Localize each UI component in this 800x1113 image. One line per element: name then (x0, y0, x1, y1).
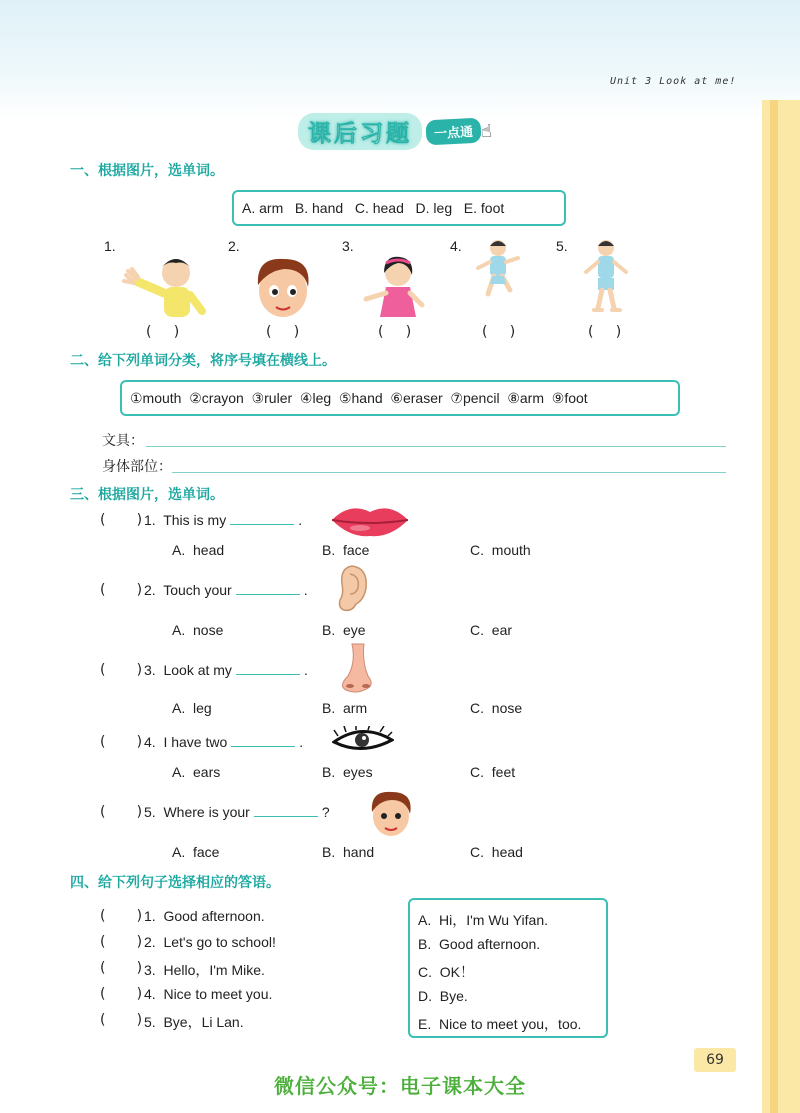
answer-paren[interactable]: ( ) (100, 512, 143, 528)
answer-option: B. Good afternoon. (418, 936, 541, 952)
option-b: B. hand (322, 844, 375, 860)
option-a: A. nose (172, 622, 224, 638)
girl-arm-image (360, 255, 430, 329)
question-stem (144, 734, 303, 750)
option-b: B. arm (322, 700, 368, 716)
page-edge-stripe (762, 100, 800, 1113)
option-c: C. ear (470, 622, 513, 638)
option-b: B. eye (322, 622, 366, 638)
question-stem (144, 662, 308, 678)
dialog-question: 2. Let's go to school! (144, 934, 276, 950)
item-number: 2. (228, 238, 240, 254)
stem-text: 1. This is my (144, 512, 227, 528)
answer-blank[interactable] (254, 804, 318, 817)
stem-text: 2. Touch your (144, 582, 232, 598)
boy-leg-image (468, 238, 528, 308)
answer-paren[interactable]: ( ) (266, 324, 300, 340)
answer-paren[interactable]: ( ) (100, 934, 143, 950)
pointing-hand-icon: ☝ (481, 120, 492, 142)
top-background (0, 0, 800, 120)
answer-blank[interactable] (236, 662, 300, 675)
stem-end: . (303, 662, 308, 678)
stem-end: . (303, 582, 308, 598)
option-a: A. head (172, 542, 225, 558)
body-parts-answer-line[interactable] (172, 472, 726, 473)
answer-paren[interactable]: ( ) (100, 986, 143, 1002)
option-a: A. ears (172, 764, 221, 780)
option-a: A. face (172, 844, 220, 860)
section2-heading: 二、给下列单词分类，将序号填在横线上。 (70, 353, 336, 369)
question-stem (144, 512, 302, 528)
answer-options-box (408, 898, 608, 1038)
section1-word-bank (232, 190, 566, 226)
answer-option: A. Hi，I'm Wu Yifan. (418, 912, 549, 928)
option-a: A. leg (172, 700, 212, 716)
dialog-question: 4. Nice to meet you. (144, 986, 273, 1002)
stem-end: ? (321, 804, 330, 820)
option-c: C. mouth (470, 542, 531, 558)
answer-paren[interactable]: ( ) (100, 960, 143, 976)
section1-heading: 一、根据图片，选单词。 (70, 163, 224, 179)
dialog-question: 5. Bye，Li Lan. (144, 1014, 244, 1030)
option-b: B. eyes (322, 764, 373, 780)
lips-image (330, 502, 410, 542)
stationery-answer-line[interactable] (146, 446, 726, 447)
stationery-label: 文具： (102, 432, 144, 448)
stem-text: 4. I have two (144, 734, 228, 750)
answer-paren[interactable]: ( ) (482, 324, 516, 340)
stem-end: . (299, 734, 304, 750)
title-text: 课后习题 (298, 113, 422, 150)
page-title (298, 114, 492, 148)
answer-paren[interactable]: ( ) (588, 324, 622, 340)
section2-word-bank (120, 380, 680, 416)
question-stem (144, 804, 330, 820)
answer-blank[interactable] (236, 582, 300, 595)
section3-heading: 三、根据图片，选单词。 (70, 487, 224, 503)
answer-option: E. Nice to meet you，too. (418, 1016, 582, 1032)
answer-paren[interactable]: ( ) (100, 908, 143, 924)
nose-image (334, 642, 380, 698)
item-number: 4. (450, 238, 462, 254)
page-edge-stripe-inner (770, 100, 778, 1113)
item-number: 5. (556, 238, 568, 254)
option-c: C. head (470, 844, 523, 860)
word-bank-text: ①mouth ②crayon ③ruler ④leg ⑤hand ⑥eraser ⑦pencil ⑧arm ⑨foot (130, 390, 588, 406)
watermark-text: 微信公众号：电子课本大全 (274, 1074, 526, 1098)
answer-paren[interactable]: ( ) (378, 324, 412, 340)
dialog-question: 3. Hello，I'm Mike. (144, 962, 265, 978)
answer-paren[interactable]: ( ) (100, 1012, 143, 1028)
option-b: B. face (322, 542, 370, 558)
unit-label: Unit 3 Look at me! (610, 76, 737, 87)
answer-option: C. OK！ (418, 964, 475, 980)
answer-paren[interactable]: ( ) (100, 734, 143, 750)
answer-option: D. Bye. (418, 988, 468, 1004)
answer-paren[interactable]: ( ) (100, 582, 143, 598)
page-number: 69 (694, 1048, 736, 1072)
answer-paren[interactable]: ( ) (146, 324, 180, 340)
word-bank-text: A. arm B. hand C. head D. leg E. foot (242, 200, 505, 216)
answer-blank[interactable] (230, 512, 294, 525)
question-stem (144, 582, 308, 598)
ear-image (334, 564, 370, 618)
boy-head-small-image (364, 788, 418, 842)
stem-text: 3. Look at my (144, 662, 232, 678)
dialog-question: 1. Good afternoon. (144, 908, 265, 924)
boy-head-image (248, 255, 318, 325)
boy-waving-hand-image (118, 255, 208, 325)
answer-paren[interactable]: ( ) (100, 804, 143, 820)
answer-paren[interactable]: ( ) (100, 662, 143, 678)
item-number: 3. (342, 238, 354, 254)
eye-image (332, 726, 394, 758)
title-badge: 一点通 (425, 117, 481, 145)
stem-end: . (298, 512, 303, 528)
body-parts-label: 身体部位： (102, 458, 172, 474)
boy-foot-image (574, 238, 634, 322)
option-c: C. nose (470, 700, 523, 716)
stem-text: 5. Where is your (144, 804, 250, 820)
answer-blank[interactable] (231, 734, 295, 747)
section4-heading: 四、给下列句子选择相应的答语。 (70, 875, 280, 891)
option-c: C. feet (470, 764, 516, 780)
item-number: 1. (104, 238, 116, 254)
